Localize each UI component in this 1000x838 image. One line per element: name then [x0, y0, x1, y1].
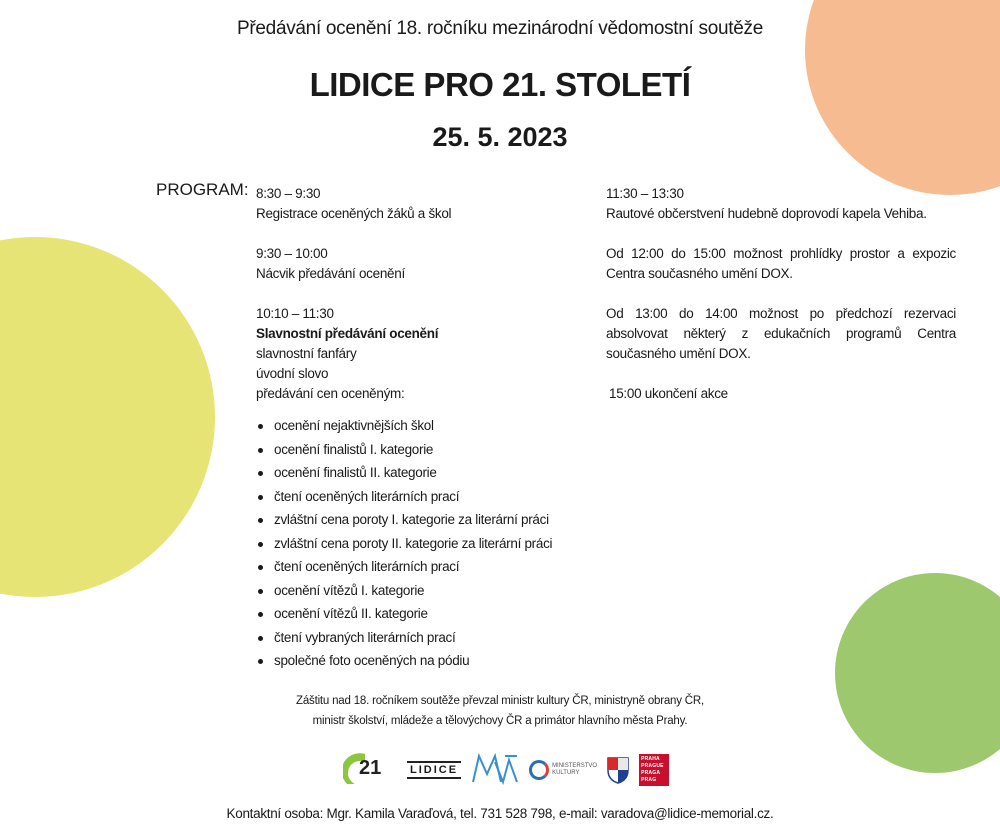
program-time: 9:30 – 10:00	[256, 246, 328, 261]
ceremony-line: úvodní slovo	[256, 366, 329, 381]
ceremony-title: Slavnostní předávání ocenění	[256, 326, 439, 341]
list-item: ocenění nejaktivnějších škol	[256, 414, 606, 438]
msmt-logo	[471, 752, 519, 788]
patronage-note	[0, 691, 1000, 731]
list-item: společné foto oceněných na pódiu	[256, 649, 606, 673]
praha-text: PRAHA	[641, 756, 660, 762]
event-title: LIDICE PRO 21. STOLETÍ	[309, 66, 691, 103]
lidice-logo: LIDICE	[407, 761, 461, 779]
ministry-of-defence-emblem	[607, 756, 629, 784]
praha-logo	[639, 754, 669, 786]
patronage-line: ministr školství, mládeže a tělovýchovy ČR a primátor hlavního města Prahy.	[312, 715, 688, 727]
list-item: ocenění vítězů II. kategorie	[256, 602, 606, 626]
list-item: ocenění vítězů I. kategorie	[256, 579, 606, 603]
ministerstvo-kultury-logo	[529, 760, 597, 780]
program-desc: Registrace oceněných žáků a škol	[256, 206, 452, 221]
mk-ring-icon	[529, 760, 549, 780]
list-item: čtení oceněných literárních prací	[256, 555, 606, 579]
program-block-rehearsal	[256, 244, 606, 284]
program-block-lunch	[606, 184, 956, 224]
program-time: 10:10 – 11:30	[256, 306, 334, 321]
ceremony-line: slavnostní fanfáry	[256, 346, 357, 361]
patronage-line: Záštitu nad 18. ročníkem soutěže převzal ministr kultury ČR, ministryně obrany ČR,	[296, 695, 704, 707]
mk-text: KULTURY	[552, 770, 580, 776]
event-date: 25. 5. 2023	[432, 122, 568, 152]
program-block-end: 15:00 ukončení akce	[609, 386, 728, 401]
program-left-column	[256, 184, 606, 673]
decor-circle-green	[835, 573, 1000, 773]
praha-text: PRAGUE	[641, 763, 664, 769]
program-label: PROGRAM:	[156, 180, 249, 199]
program-block-registration	[256, 184, 606, 224]
lidice-21-logo	[343, 750, 397, 790]
list-item: ocenění finalistů II. kategorie	[256, 461, 606, 485]
program-time: 11:30 – 13:30	[606, 186, 684, 201]
program-block-dox-tour: Od 12:00 do 15:00 možnost prohlídky prostor a expozic Centra současného umění DOX.	[606, 246, 956, 281]
event-subtitle: Předávání ocenění 18. ročníku mezinárodní vědomostní soutěže	[237, 18, 763, 39]
decor-circle-yellow	[0, 237, 215, 597]
list-item: čtení oceněných literárních prací	[256, 485, 606, 509]
mk-text: MINISTERSTVO	[552, 763, 598, 769]
partner-logos	[343, 750, 679, 790]
list-item: zvláštní cena poroty I. kategorie za literární práci	[256, 508, 606, 532]
list-item: zvláštní cena poroty II. kategorie za literární práci	[256, 532, 606, 556]
program-desc: Rautové občerstvení hudebně doprovodí kapela Vehiba.	[606, 206, 927, 221]
ceremony-award-list	[256, 414, 606, 673]
contact-line: Kontaktní osoba: Mgr. Kamila Varaďová, tel. 731 528 798, e-mail: varadova@lidice-memorial.cz.	[226, 806, 774, 821]
program-right-column	[606, 184, 956, 424]
logo-21-text: 21	[359, 757, 382, 779]
praha-text: PRAG	[641, 777, 657, 783]
ceremony-line: předávání cen oceněným:	[256, 386, 405, 401]
program-time: 8:30 – 9:30	[256, 186, 321, 201]
program-block-ceremony	[256, 304, 606, 404]
program-desc: Nácvik předávání ocenění	[256, 266, 405, 281]
list-item: ocenění finalistů I. kategorie	[256, 438, 606, 462]
praha-text: PRAGA	[641, 770, 661, 776]
program-block-dox-programs: Od 13:00 do 14:00 možnost po předchozí rezervaci absolvovat některý z edukačních programů Centra současného umění DOX.	[606, 306, 956, 361]
list-item: čtení vybraných literárních prací	[256, 626, 606, 650]
